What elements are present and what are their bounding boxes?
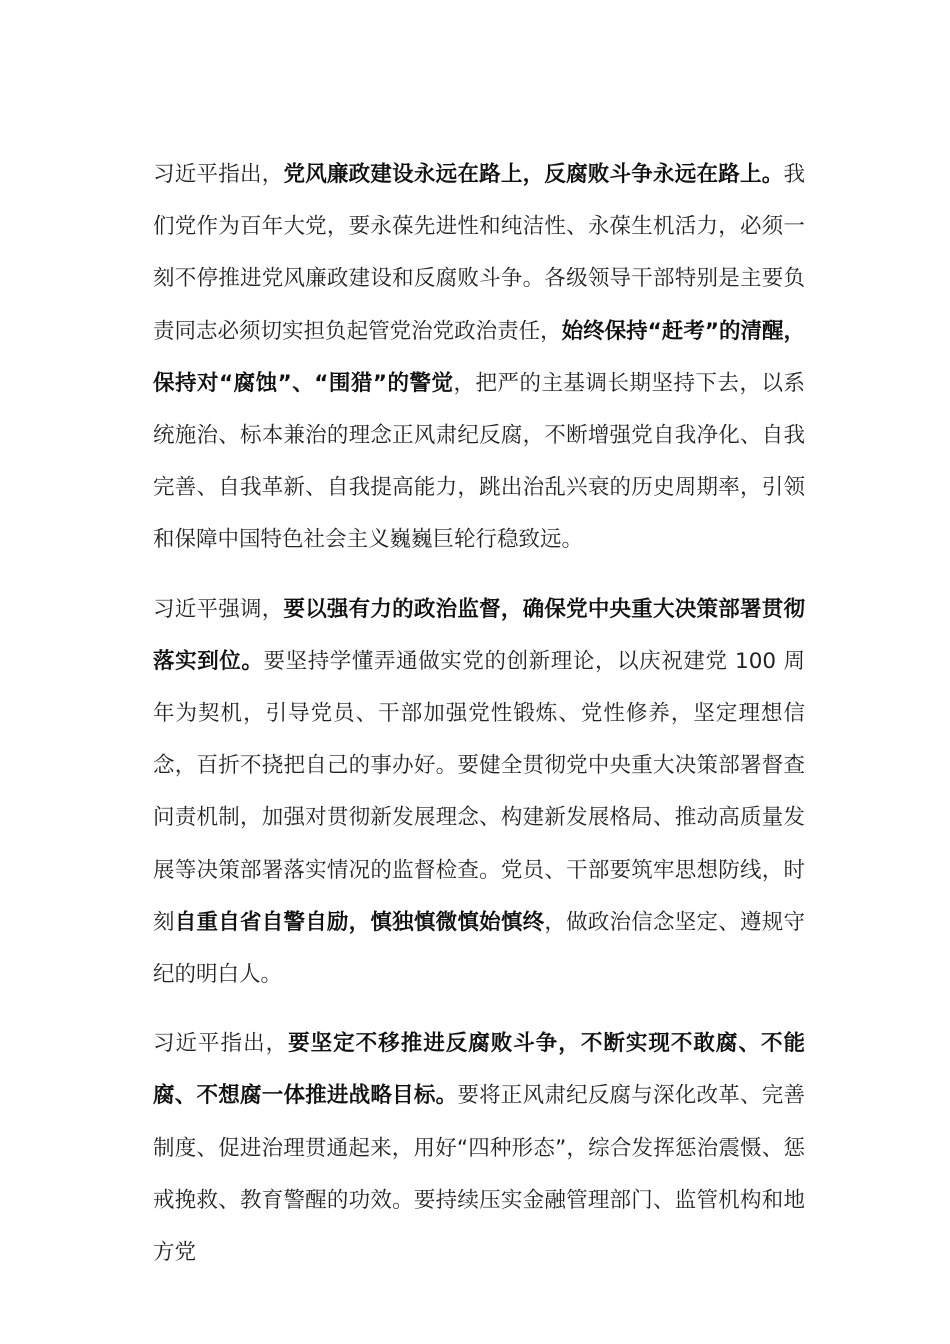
- emphasis-text: 要以强有力的政治监督，确保党中央重大决策部署贯彻落实到位。: [153, 596, 805, 674]
- emphasis-text: 党风廉政建设永远在路上，反腐败斗争永远在路上。: [283, 162, 784, 187]
- paragraph-2: [153, 584, 805, 1002]
- paragraph-1: [153, 149, 805, 567]
- paragraph-text: 我们党作为百年大党，要永葆先进性和纯洁性、永葆生机活力，必须一刻不停推进党风廉政建设和反腐败斗争。各级领导干部特别是主要负责同志必须切实担负起管党治党政治责任，: [153, 162, 805, 344]
- emphasis-text: 始终保持“赶考”的清醒，保持对“腐蚀”、“围猎”的警觉: [153, 318, 805, 396]
- paragraph-text: 要将正风肃纪反腐与深化改革、完善制度、促进治理贯通起来，用好“四种形态”，综合发挥惩治震慑、惩戒挽救、教育警醒的功效。要持续压实金融管理部门、监管机构和地方党: [153, 1083, 805, 1266]
- paragraph-text: 习近平指出，: [153, 162, 284, 187]
- paragraph-text: ，把严的主基调长期坚持下去，以系统施治、标本兼治的理念正风肃纪反腐，不断增强党自我净化、自我完善、自我革新、自我提高能力，跳出治乱兴衰的历史周期率，引领和保障中国特色社会主义巍巍巨轮行稳致远。: [153, 370, 805, 553]
- paragraph-text: 习近平强调，: [153, 596, 284, 622]
- emphasis-text: 自重自省自警自励，慎独慎微慎始慎终: [174, 909, 545, 935]
- paragraph-text: ，做政治信念坚定、遵规守纪的明白人。: [153, 909, 805, 988]
- paragraph-text: 要坚持学懂弄通做实党的创新理论，以庆祝建党 100 周年为契机，引导党员、干部加强党性锻炼、党性修养，坚定理想信念，百折不挠把自己的事办好。要健全贯彻党中央重大决策部署督查问责机制，加强对贯彻新发展理念、构建新发展格局、推动高质量发展等决策部署落实情况的监督检查。党员、干部要筑牢思想防线，时刻: [153, 648, 805, 935]
- emphasis-text: 要坚定不移推进反腐败斗争，不断实现不敢腐、不能腐、不想腐一体推进战略目标。: [153, 1031, 805, 1109]
- document-page: [153, 149, 805, 1296]
- paragraph-3: [153, 1018, 805, 1279]
- paragraph-text: 习近平指出，: [153, 1031, 289, 1057]
